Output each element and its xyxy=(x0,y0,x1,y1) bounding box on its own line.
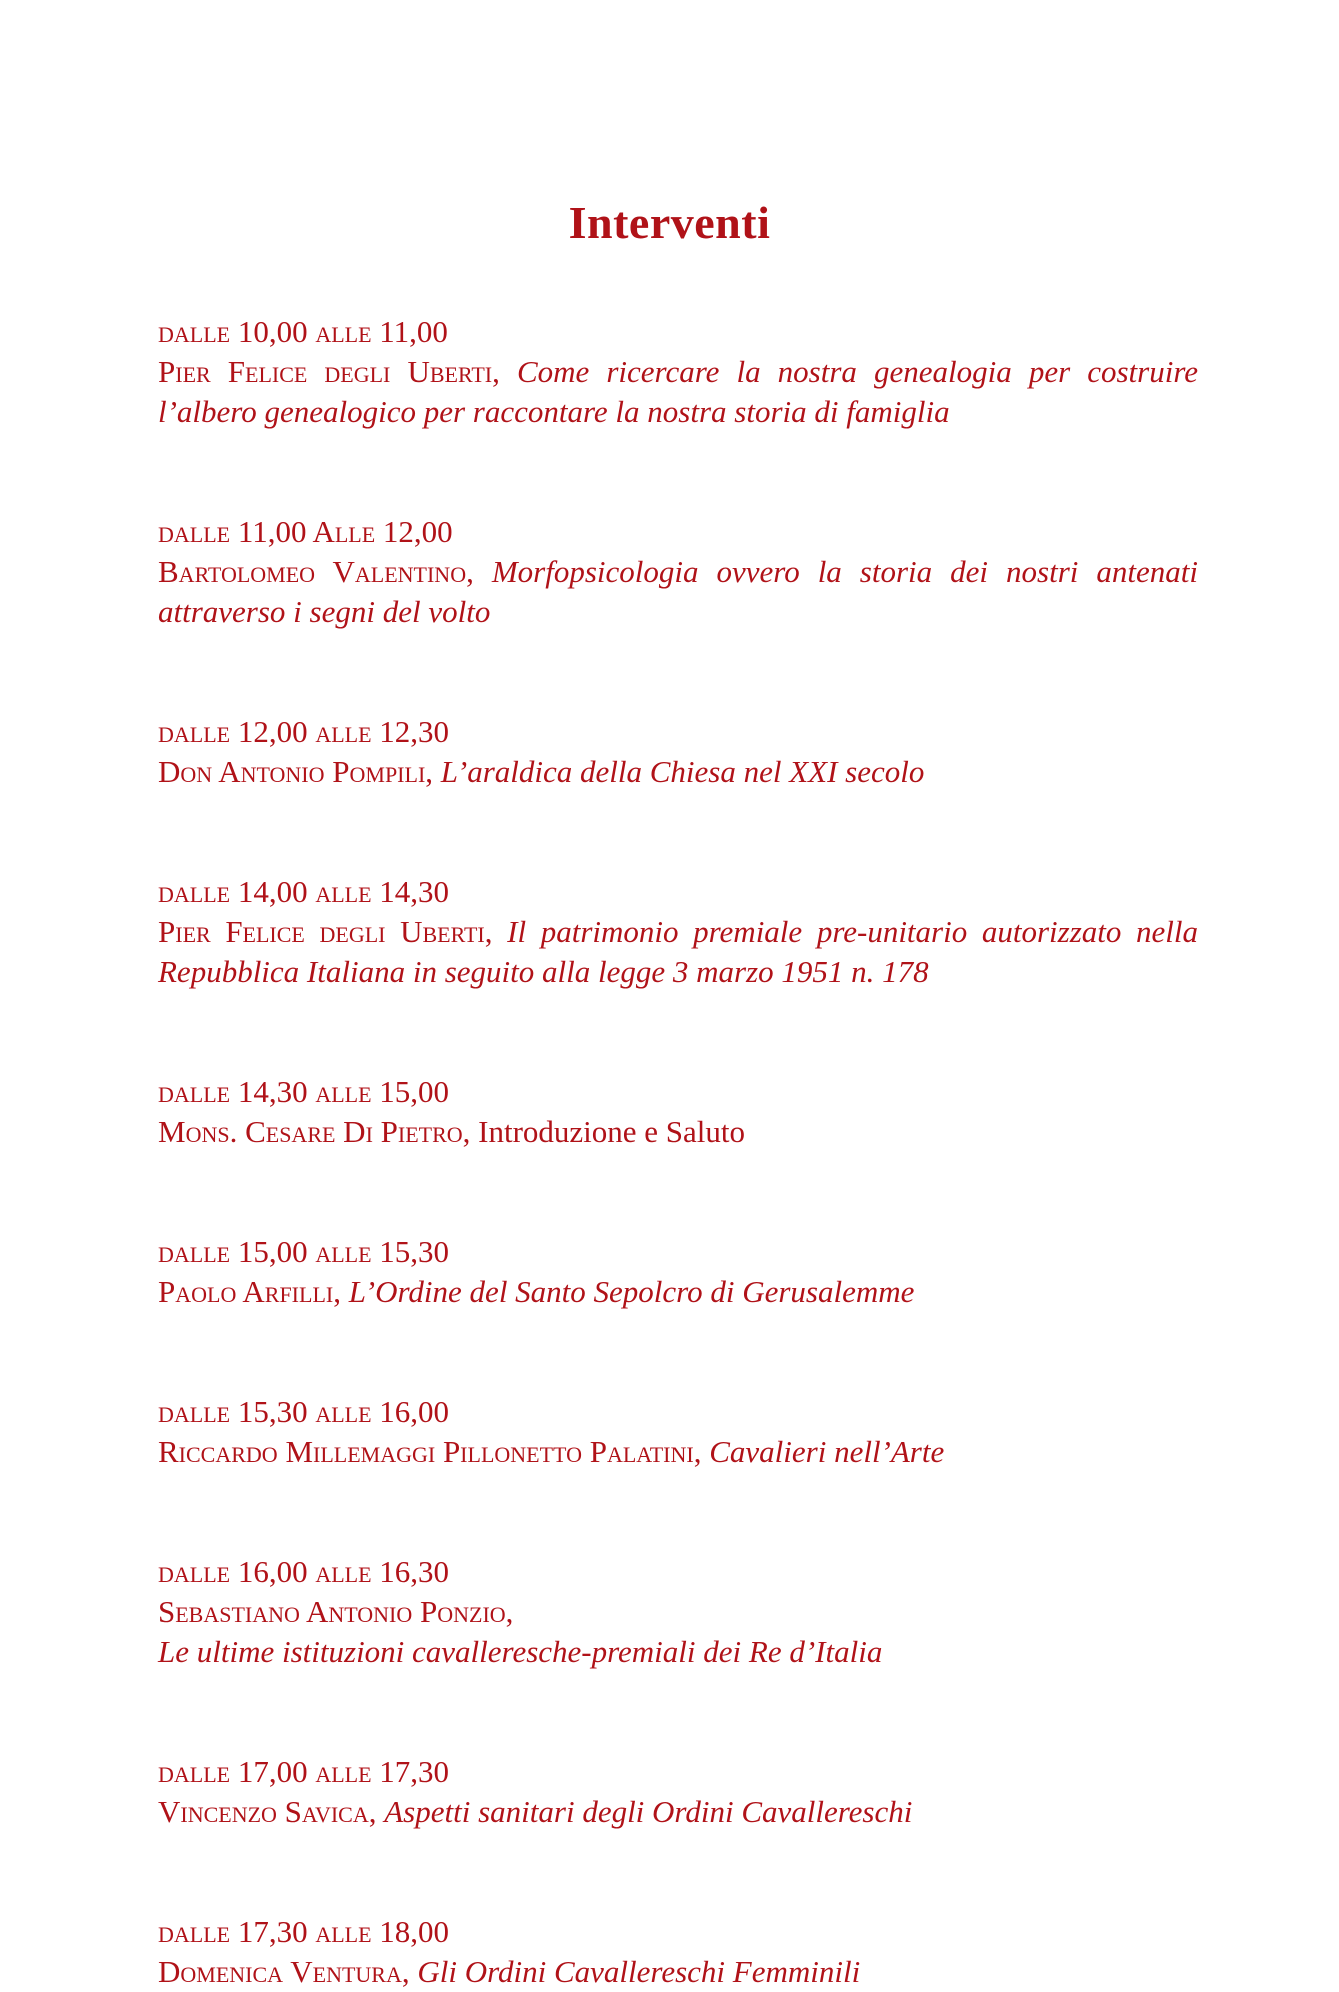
session-speaker: Pier Felice degli Uberti, xyxy=(158,914,493,949)
session-speaker: Mons. Cesare Di Pietro, xyxy=(158,1114,471,1149)
session-entry xyxy=(158,1232,1198,1312)
session-time: dalle 15,30 alle 16,00 xyxy=(158,1394,450,1429)
session-entry xyxy=(158,312,1198,432)
session-time: dalle 15,00 alle 15,30 xyxy=(158,1234,450,1269)
session-talk-title: Le ultime istituzioni cavalleresche-premiali dei Re d’Italia xyxy=(158,1634,883,1669)
page-title: Interventi xyxy=(568,197,771,248)
session-entry xyxy=(158,512,1198,632)
session-entry xyxy=(158,1392,1198,1472)
session-talk-title: Gli Ordini Cavallereschi Femminili xyxy=(417,1954,861,1989)
session-talk-title: L’araldica della Chiesa nel XXI secolo xyxy=(440,754,925,789)
session-speaker: Pier Felice degli Uberti, xyxy=(158,354,500,389)
session-time: dalle 14,30 alle 15,00 xyxy=(158,1074,450,1109)
session-talk-title: Come ricercare la nostra genealogia per costruire l’albero genealogico per raccontare la nostra storia di famiglia xyxy=(158,354,1199,429)
session-speaker: Riccardo Millemaggi Pillonetto Palatini, xyxy=(158,1434,702,1469)
session-entry xyxy=(158,1752,1198,1832)
session-time: dalle 16,00 alle 16,30 xyxy=(158,1554,450,1589)
session-time: dalle 17,00 alle 17,30 xyxy=(158,1754,450,1789)
session-time: dalle 17,30 alle 18,00 xyxy=(158,1914,450,1949)
session-talk-title: Cavalieri nell’Arte xyxy=(709,1434,945,1469)
session-talk-title: Il patrimonio premiale pre-unitario autorizzato nella Repubblica Italiana in seguito alla legge 3 marzo 1951 n. 178 xyxy=(158,914,1199,989)
session-entry xyxy=(158,712,1198,792)
session-speaker: Domenica Ventura, xyxy=(158,1954,410,1989)
session-speaker: Bartolomeo Valentino, xyxy=(158,554,474,589)
program-list xyxy=(158,312,1198,1992)
session-talk-title: Morfopsicologia ovvero la storia dei nostri antenati attraverso i segni del volto xyxy=(158,554,1198,629)
session-speaker: Sebastiano Antonio Ponzio, xyxy=(158,1594,514,1629)
session-time: dalle 11,00 Alle 12,00 xyxy=(158,514,453,549)
session-talk-title: Introduzione e Saluto xyxy=(478,1114,746,1149)
session-talk-title: L’Ordine del Santo Sepolcro di Gerusalemme xyxy=(348,1274,915,1309)
session-talk-title: Aspetti sanitari degli Ordini Cavallereschi xyxy=(384,1794,913,1829)
session-speaker: Paolo Arfilli, xyxy=(158,1274,341,1309)
session-time: dalle 14,00 alle 14,30 xyxy=(158,874,450,909)
session-entry xyxy=(158,1072,1198,1152)
session-speaker: Vincenzo Savica, xyxy=(158,1794,377,1829)
session-time: dalle 10,00 alle 11,00 xyxy=(158,314,448,349)
session-entry xyxy=(158,1552,1198,1672)
session-entry xyxy=(158,872,1198,992)
session-time: dalle 12,00 alle 12,30 xyxy=(158,714,450,749)
session-speaker: Don Antonio Pompili, xyxy=(158,754,434,789)
session-entry xyxy=(158,1912,1198,1992)
